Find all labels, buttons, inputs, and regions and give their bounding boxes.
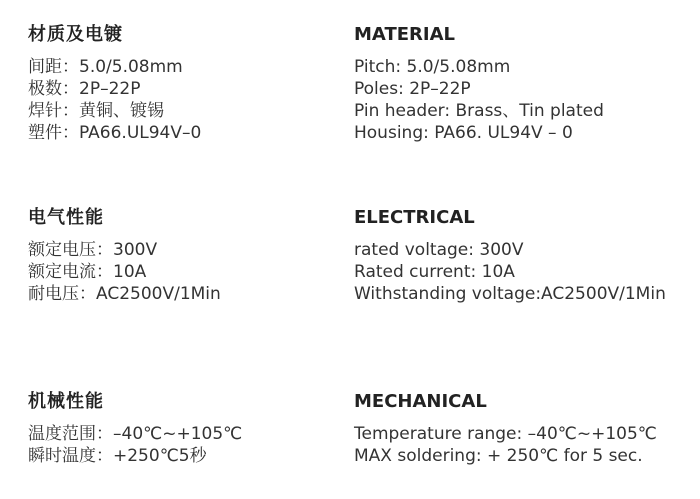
material-heading-en: MATERIAL — [354, 24, 455, 45]
spec-line-temperature-range-cn: 温度范围：–40℃~+105℃ — [28, 424, 243, 444]
spec-line-pin-en: Pin header: Brass、Tin plated — [354, 101, 604, 121]
electrical-heading-cn: 电气性能 — [28, 207, 104, 228]
spec-line-pin-cn: 焊针：黄铜、镀锡 — [28, 101, 164, 121]
electrical-section-cn — [28, 207, 221, 305]
spec-line-rated-voltage-en: rated voltage: 300V — [354, 240, 524, 260]
spec-line-rated-current-en: Rated current: 10A — [354, 262, 515, 282]
electrical-heading-en: ELECTRICAL — [354, 207, 475, 228]
spec-line-pitch-cn: 间距：5.0/5.08mm — [28, 57, 183, 77]
spec-line-withstanding-voltage-cn: 耐电压：AC2500V/1Min — [28, 284, 221, 304]
spec-line-soldering-en: MAX soldering: + 250℃ for 5 sec. — [354, 446, 643, 466]
spec-line-temperature-range-en: Temperature range: –40℃~+105℃ — [354, 424, 657, 444]
spec-line-withstanding-voltage-en: Withstanding voltage:AC2500V/1Min — [354, 284, 666, 304]
spec-line-poles-en: Poles: 2P–22P — [354, 79, 471, 99]
spec-line-rated-current-cn: 额定电流：10A — [28, 262, 147, 282]
spec-line-soldering-cn: 瞬时温度：+250℃5秒 — [28, 446, 207, 466]
mechanical-section-cn — [28, 391, 242, 467]
mechanical-heading-cn: 机械性能 — [28, 391, 104, 412]
spec-line-housing-en: Housing: PA66. UL94V – 0 — [354, 123, 573, 143]
mechanical-section-en — [354, 391, 657, 467]
material-section-en — [354, 24, 604, 144]
electrical-section-en — [354, 207, 666, 305]
spec-line-pitch-en: Pitch: 5.0/5.08mm — [354, 57, 511, 77]
spec-line-poles-cn: 极数：2P–22P — [28, 79, 141, 99]
mechanical-heading-en: MECHANICAL — [354, 391, 487, 412]
spec-line-housing-cn: 塑件：PA66.UL94V–0 — [28, 123, 202, 143]
material-heading-cn: 材质及电镀 — [28, 24, 123, 45]
material-section-cn — [28, 24, 201, 144]
spec-line-rated-voltage-cn: 额定电压：300V — [28, 240, 158, 260]
